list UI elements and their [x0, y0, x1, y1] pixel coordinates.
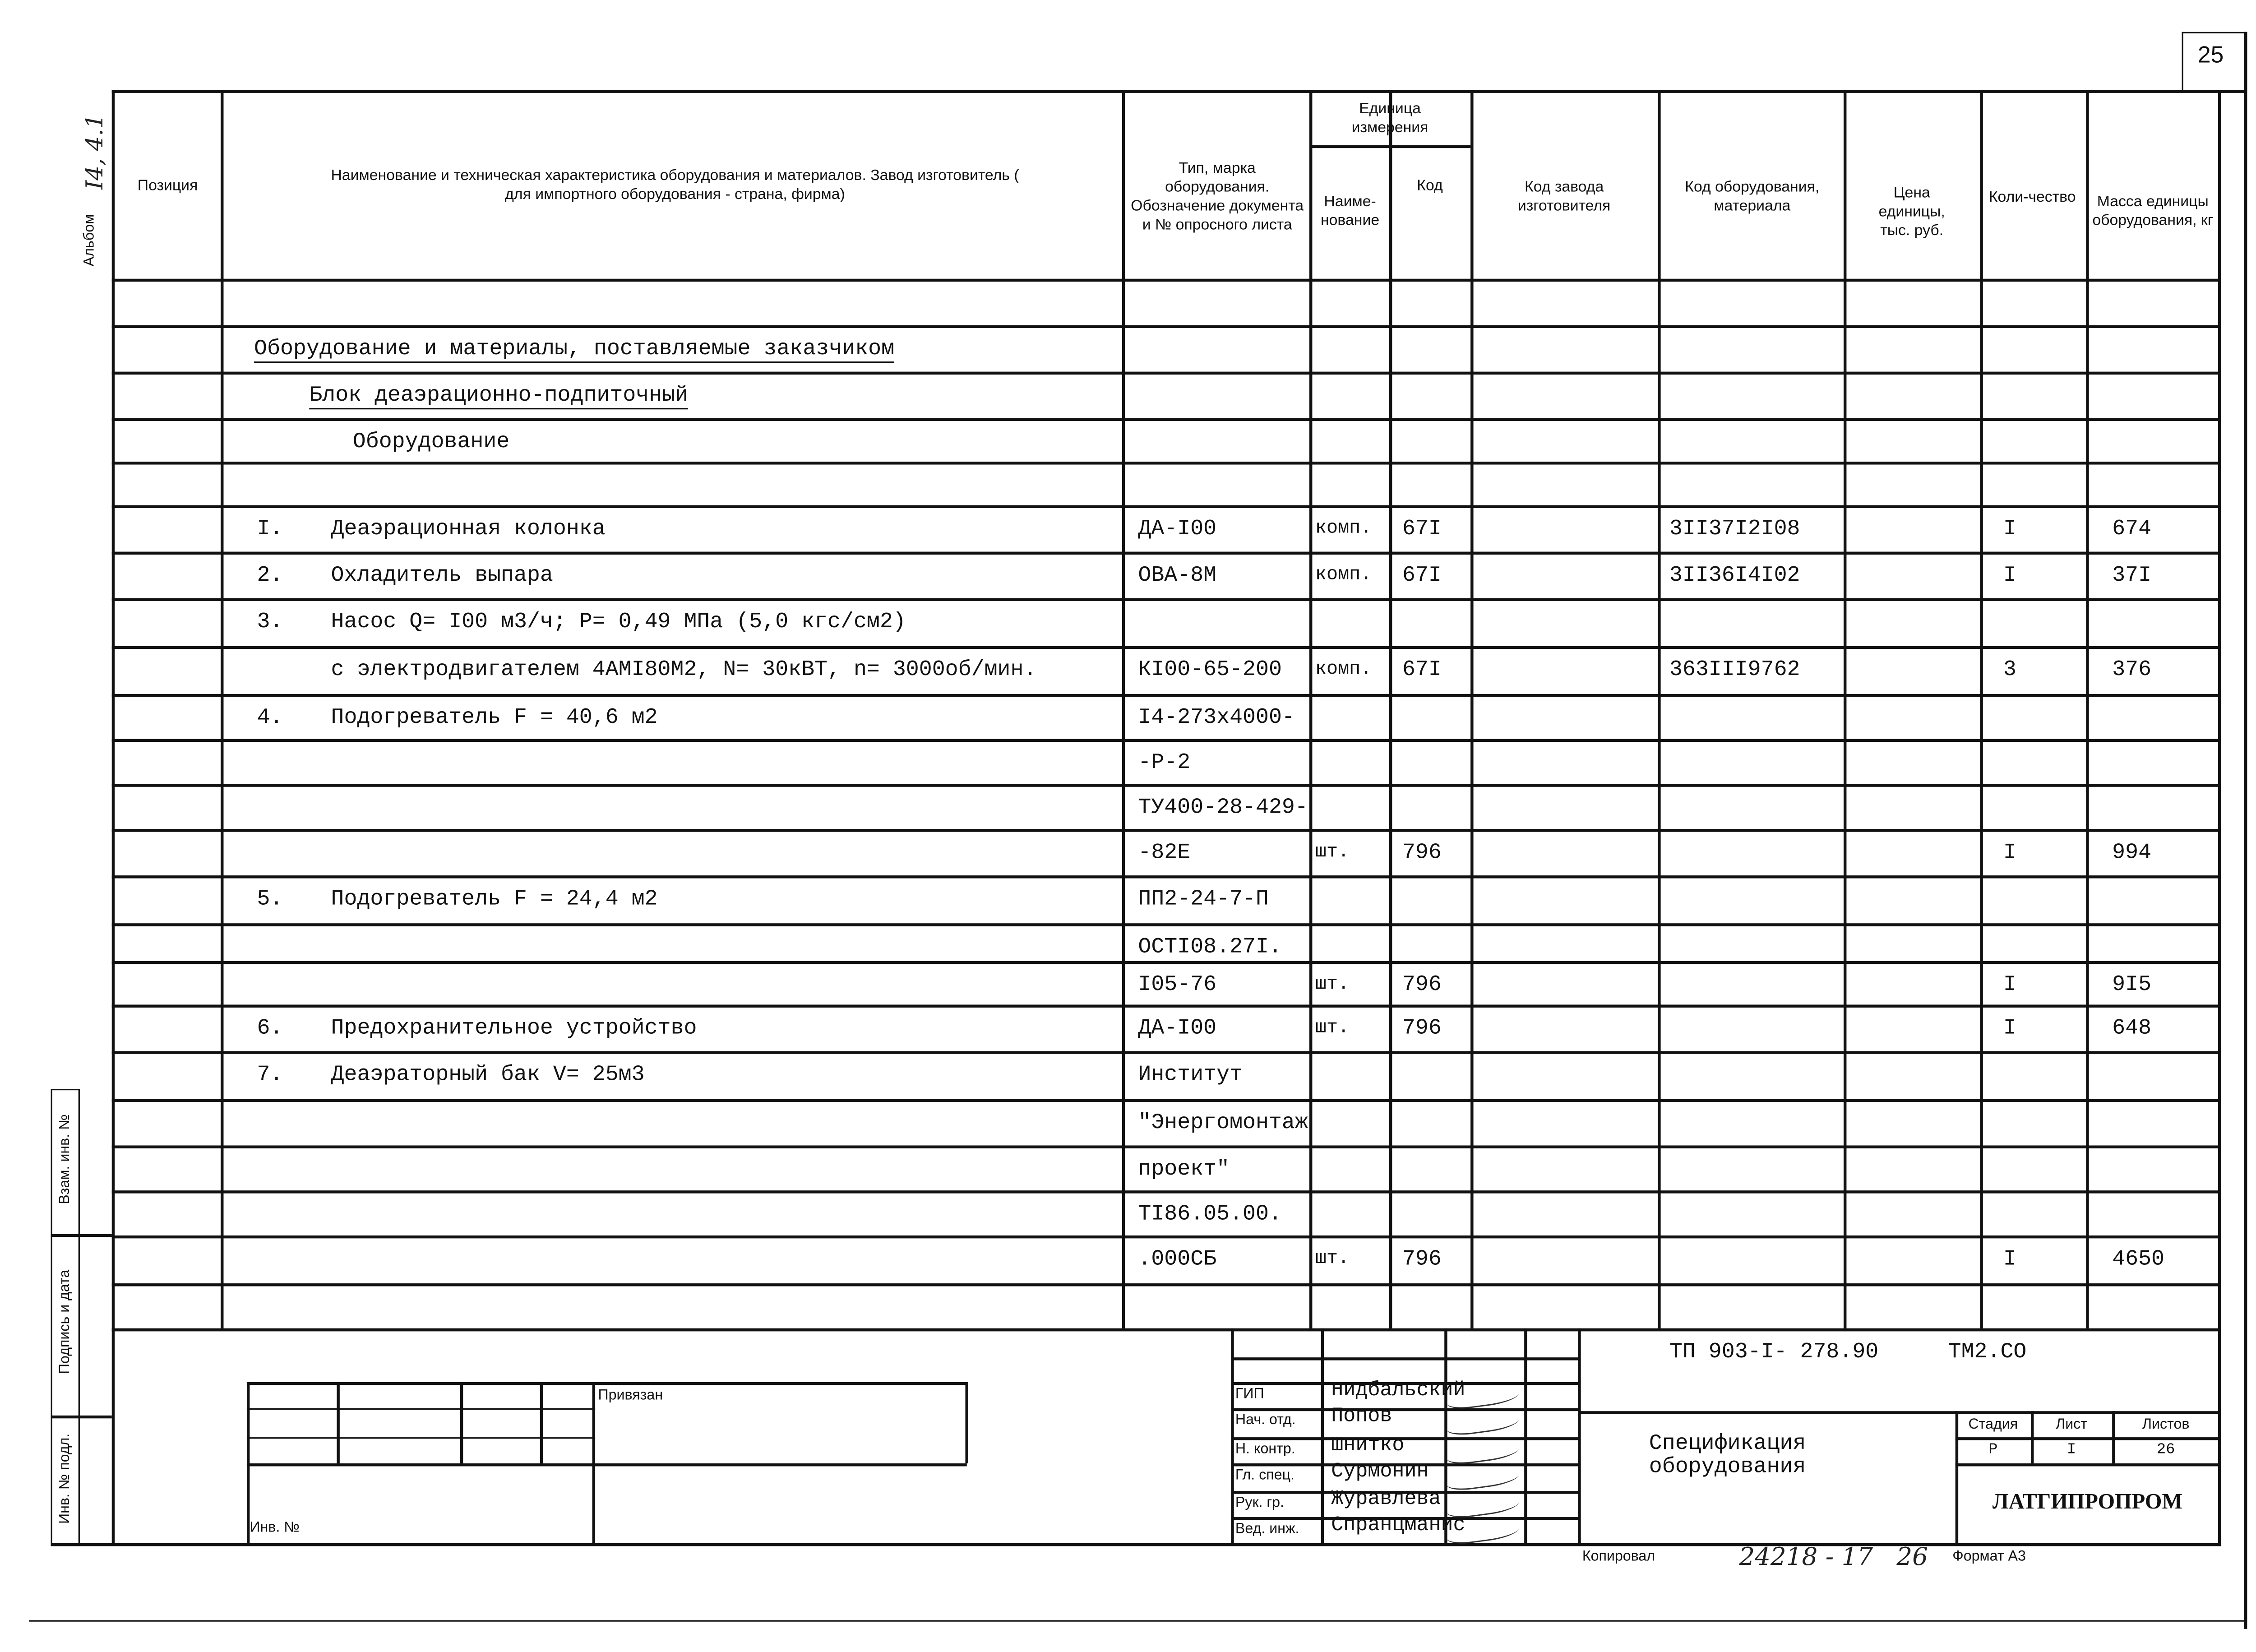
row-divider	[112, 1004, 2220, 1007]
handwritten-signature	[1445, 1407, 1522, 1438]
inv-original-label: Инв. № подл.	[57, 1433, 74, 1524]
header-position: Позиция	[137, 176, 198, 194]
item-mass: 376	[2112, 657, 2152, 683]
item-unit: комп.	[1315, 657, 1372, 680]
item-type: -P-2	[1138, 750, 1191, 776]
item-type: ПП2-24-7-П	[1138, 887, 1269, 912]
item-quantity: I	[2003, 1247, 2016, 1272]
signatory-name: Журавлева	[1331, 1488, 1441, 1512]
item-equipment-code: 3II37I2I08	[1669, 517, 1800, 542]
sheets-label: Листов	[2142, 1416, 2190, 1432]
column-divider	[1658, 90, 1660, 1328]
row-divider	[112, 505, 2220, 508]
sheets-value: 26	[2156, 1441, 2175, 1458]
item-unit-code: 67I	[1402, 517, 1442, 542]
row-divider	[112, 372, 2220, 374]
document-code: ТП 903-I- 278.90	[1669, 1340, 1879, 1365]
organization-name: ЛАТГИПРОПРОМ	[1992, 1491, 2183, 1514]
signatory-role: Рук. гр.	[1235, 1495, 1285, 1512]
rule-line	[247, 1463, 967, 1466]
item-type: "Энергомонтаж	[1138, 1111, 1308, 1135]
signatory-name: Спранцманис	[1331, 1514, 1465, 1538]
item-name: Деаэрационная колонка	[331, 517, 606, 542]
sheet-value: I	[2066, 1441, 2076, 1458]
rule-line	[1524, 1328, 1526, 1543]
signatory-name: Нидбальский	[1331, 1379, 1465, 1402]
document-title: Спецификация оборудования	[1649, 1431, 1806, 1480]
item-position: 5.	[257, 887, 283, 912]
item-unit-code: 796	[1402, 1016, 1442, 1041]
item-type: -82Е	[1138, 840, 1191, 865]
row-divider	[112, 829, 2220, 831]
item-type: ДА-I00	[1138, 1016, 1217, 1041]
header-name: Наименование и техническая характеристика оборудования и материалов. Завод изготовитель ( для импортного оборудования - страна, фирма)	[331, 167, 1019, 204]
format-label: Формат А3	[1952, 1549, 2026, 1565]
item-type: ОСТI08.27I.	[1138, 935, 1282, 960]
column-divider	[1980, 90, 1983, 1328]
sheet-label: Лист	[2056, 1416, 2088, 1432]
header-mass: Масса единицы оборудования, кг	[2092, 193, 2214, 230]
item-mass: 4650	[2112, 1247, 2165, 1272]
item-unit: комп.	[1315, 517, 1372, 539]
row-divider	[112, 1236, 2220, 1238]
column-divider	[221, 90, 223, 1328]
row-divider	[112, 325, 2220, 328]
stage-value: Р	[1988, 1441, 1998, 1458]
signatory-name: Попов	[1331, 1405, 1392, 1429]
header-price: Цена единицы, тыс. руб.	[1878, 183, 1945, 239]
rule-line	[540, 1382, 542, 1463]
item-unit: шт.	[1315, 840, 1350, 863]
item-unit: шт.	[1315, 1016, 1350, 1038]
item-unit-code: 796	[1402, 840, 1442, 865]
item-type: I4-273х4000-	[1138, 705, 1295, 731]
item-unit-code: 796	[1402, 1247, 1442, 1272]
header-unit-code: Код	[1417, 176, 1443, 194]
row-divider	[112, 1145, 2220, 1148]
item-type: .000СБ	[1138, 1247, 1217, 1272]
item-unit-code: 67I	[1402, 563, 1442, 588]
header-equipment-code: Код оборудования, материала	[1685, 178, 1820, 215]
signatory-role: Гл. спец.	[1235, 1467, 1294, 1484]
column-divider	[1470, 90, 1473, 1328]
row-divider	[112, 694, 2220, 696]
header-unit-name: Наиме-нование	[1320, 193, 1380, 230]
item-unit-code: 796	[1402, 972, 1442, 998]
signatory-name: Сурмонин	[1331, 1460, 1429, 1484]
item-position: 6.	[257, 1016, 283, 1041]
item-type: ТI86.05.00.	[1138, 1202, 1282, 1227]
item-quantity: I	[2003, 1016, 2016, 1041]
item-unit-code: 67I	[1402, 657, 1442, 683]
signatory-role: ГИП	[1235, 1386, 1264, 1402]
item-mass: 648	[2112, 1016, 2152, 1041]
rule-line	[1321, 1328, 1323, 1543]
album-number: I4, 4.1	[80, 114, 108, 190]
signatory-name: Шнитко	[1331, 1434, 1405, 1458]
item-position: 2.	[257, 563, 283, 588]
sheet-code: ТМ2.СО	[1948, 1340, 2027, 1365]
rule-line	[460, 1382, 462, 1463]
row-divider	[112, 418, 2220, 421]
title-block-top	[112, 1328, 2221, 1331]
copied-label: Копировал	[1582, 1549, 1655, 1565]
signature-date-label: Подпись и дата	[57, 1269, 74, 1374]
row-divider	[112, 961, 2220, 963]
rule-line	[247, 1408, 595, 1410]
rule-line	[1444, 1328, 1447, 1543]
row-divider	[112, 462, 2220, 464]
rule-line	[1231, 1437, 1578, 1439]
header-quantity: Коли-чество	[1988, 188, 2076, 206]
item-type: ТУ400-28-429-	[1138, 796, 1308, 820]
item-position: 4.	[257, 705, 283, 731]
row-divider	[112, 598, 2220, 601]
sheet-number: 25	[2197, 43, 2224, 69]
item-equipment-code: 363III9762	[1669, 657, 1800, 683]
item-name: Подогреватель F = 40,6 м2	[331, 705, 658, 731]
item-name: Деаэраторный бак V= 25м3	[331, 1063, 645, 1087]
bound-label: Привязан	[598, 1388, 663, 1404]
item-quantity: I	[2003, 972, 2016, 998]
row-divider	[112, 875, 2220, 878]
item-position: I.	[257, 517, 283, 542]
section-heading: Оборудование и материалы, поставляемые заказчиком	[254, 337, 894, 363]
item-mass: 9I5	[2112, 972, 2152, 998]
signatory-role: Вед. инж.	[1235, 1521, 1299, 1538]
item-equipment-code: 3II36I4I02	[1669, 563, 1800, 588]
row-divider	[112, 646, 2220, 648]
row-divider	[112, 552, 2220, 554]
column-divider	[1844, 90, 1846, 1328]
replaced-inv-label: Взам. инв. №	[57, 1114, 74, 1204]
item-type: ОВА-8М	[1138, 563, 1217, 588]
signatory-role: Н. контр.	[1235, 1441, 1295, 1458]
item-position: 3.	[257, 610, 283, 634]
item-name: Охладитель выпара	[331, 563, 553, 588]
copy-number: 24218 - 17 26	[1739, 1543, 1928, 1573]
row-divider	[112, 279, 2220, 282]
rule-line	[1231, 1357, 1578, 1360]
header-factory-code: Код завода изготовителя	[1517, 178, 1611, 215]
item-quantity: I	[2003, 563, 2016, 588]
item-quantity: 3	[2003, 657, 2016, 683]
item-type: проект"	[1138, 1157, 1230, 1182]
rule-line	[966, 1382, 968, 1463]
rule-line	[247, 1437, 595, 1439]
header-type: Тип, марка оборудования. Обозначение документа и № опросного листа	[1131, 159, 1304, 234]
rule-line	[337, 1382, 339, 1463]
handwritten-signature	[1445, 1462, 1522, 1493]
item-mass: 37I	[2112, 563, 2152, 588]
album-label: Альбом	[82, 214, 98, 267]
rule-line	[247, 1382, 967, 1384]
row-divider	[112, 1099, 2220, 1101]
item-mass: 994	[2112, 840, 2152, 865]
section-heading: Блок деаэрационно-подпиточный	[309, 383, 688, 409]
row-divider	[112, 1283, 2220, 1286]
item-unit: шт.	[1315, 972, 1350, 995]
row-divider	[112, 923, 2220, 925]
row-divider	[112, 1051, 2220, 1053]
row-divider	[112, 739, 2220, 741]
row-divider	[112, 1190, 2220, 1193]
item-quantity: I	[2003, 517, 2016, 542]
item-type: Институт	[1138, 1063, 1243, 1087]
section-heading: Оборудование	[352, 430, 510, 455]
rule-line	[1231, 1328, 1233, 1543]
handwritten-signature	[1445, 1435, 1522, 1467]
rule-line	[1578, 1328, 1580, 1543]
rule-line	[1231, 1408, 1578, 1411]
rule-line	[247, 1382, 249, 1543]
signatory-role: Нач. отд.	[1235, 1412, 1296, 1429]
item-name: с электродвигателем 4АМI80М2, N= 30кВТ, n= 3000об/мин.	[331, 657, 1037, 683]
stage-label: Стадия	[1968, 1416, 2018, 1432]
row-divider	[112, 784, 2220, 786]
item-unit: комп.	[1315, 563, 1372, 585]
item-type: КI00-65-200	[1138, 657, 1282, 683]
item-type: I05-76	[1138, 972, 1217, 998]
item-unit: шт.	[1315, 1247, 1350, 1269]
item-position: 7.	[257, 1063, 283, 1087]
item-name: Насос Q= I00 м3/ч; P= 0,49 МПа (5,0 кгс/см2)	[331, 610, 906, 634]
rule-line	[592, 1382, 595, 1543]
item-name: Подогреватель F = 24,4 м2	[331, 887, 658, 912]
column-divider	[1389, 90, 1392, 1328]
item-quantity: I	[2003, 840, 2016, 865]
item-mass: 674	[2112, 517, 2152, 542]
item-name: Предохранительное устройство	[331, 1016, 697, 1041]
item-type: ДА-I00	[1138, 517, 1217, 542]
header-unit-group: Единица измерения	[1351, 100, 1428, 137]
inv-label: Инв. №	[250, 1520, 300, 1536]
